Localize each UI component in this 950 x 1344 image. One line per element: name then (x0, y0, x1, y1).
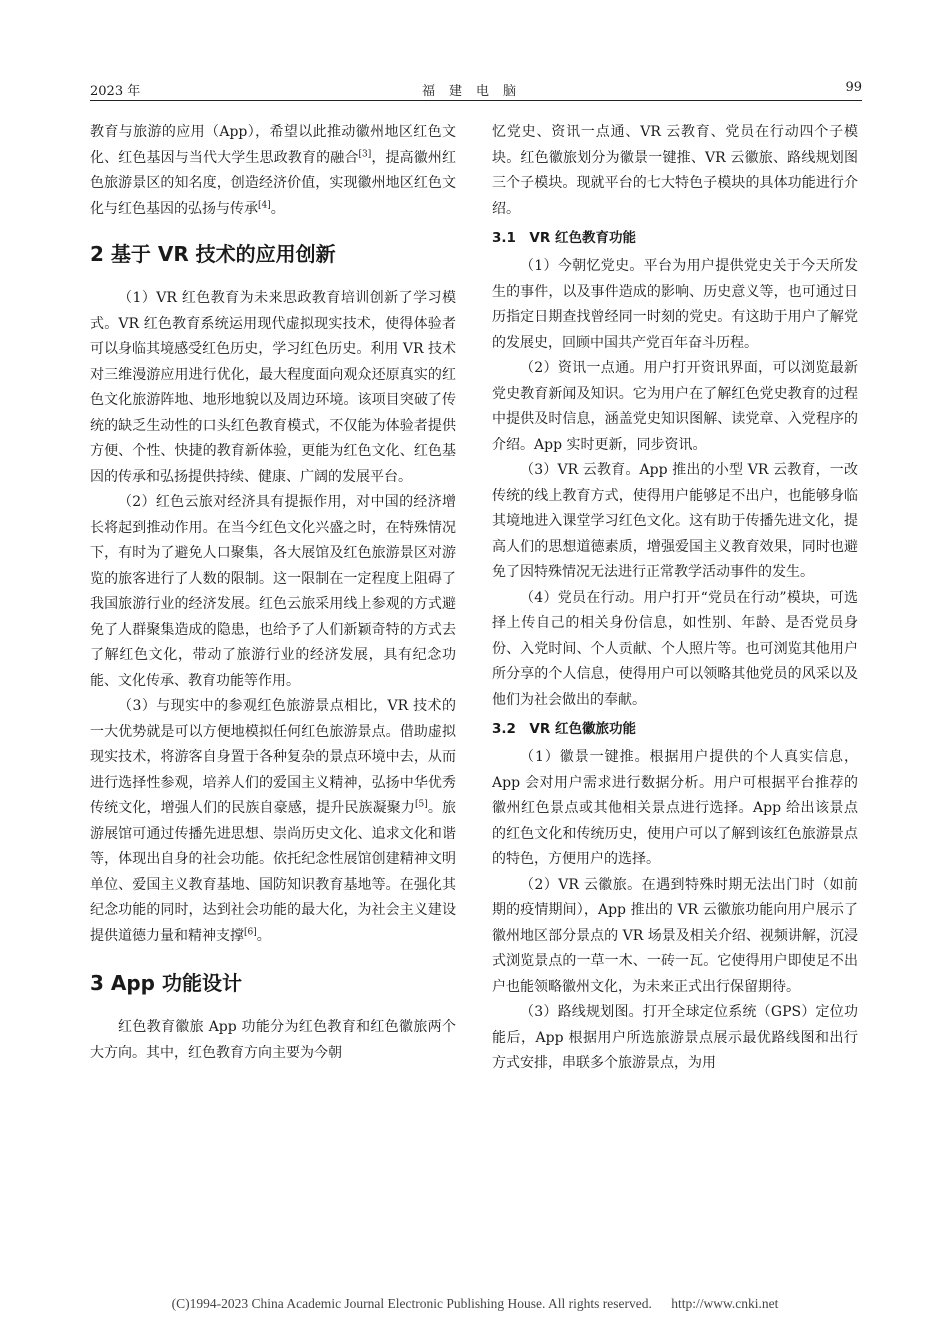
section-2-paragraph-1: （1）VR 红色教育为未来思政教育培训创新了学习模式。VR 红色教育系统运用现代虚拟现实技术，使得体验者可以身临其境感受红色历史，学习红色历史。利用 VR 技术对三维漫游应用进行优化，最大程度面向观众还原真实的红色文化旅游阵地、地形地貌以及周边环境。该项目突破了传统的缺乏生动性的口头红色教育模式，不仅能为体验者提供方便、个性、快捷的教育新体验，更能为红色文化、红色基因的传承和弘扬提供持续、健康、广阔的发展平台。 (90, 290, 456, 485)
citation: [3] (358, 148, 372, 159)
subsection-3-2-paragraph-2: （2）VR 云徽旅。在遇到特殊时期无法出门时（如前期的疫情期间），App 推出的 VR 云徽旅功能向用户展示了徽州地区部分景点的 VR 场景及相关介绍、视频讲解，沉浸式浏览景点的一草一木、一砖一瓦。它使得用户即使足不出户也能领略徽州文化，为未来正式出行保留期待。 (492, 876, 858, 995)
citation: [4] (258, 199, 271, 210)
subsection-3-1-heading: 3.1 VR 红色教育功能 (492, 230, 636, 246)
section-2-paragraph-3: （3）与现实中的参观红色旅游景点相比，VR 技术的一大优势就是可以方便地模拟任何红色旅游景点。借助虚拟现实技术，将游客自身置于各种复杂的景点环境中去，从而进行选择性参观，培养人们的爱国主义精神，弘扬中华优秀传统文化，增强人们的民族自豪感，提升民族凝聚力[5]。旅游展馆可通过传播先进思想、崇尚历史文化、追求文化和谐等，体现出自身的社会功能。依托纪念性展馆创建精神文明单位、爱国主义教育基地、国防知识教育基地等。在强化其纪念功能的同时，达到社会功能的最大化，为社会主义建设提供道德力量和精神支撑[6]。 (90, 698, 457, 944)
section-3-intro-continued: 忆党史、资讯一点通、VR 云教育、党员在行动四个子模块。红色徽旅划分为徽景一键推、VR 云徽旅、路线规划图三个子模块。现就平台的七大特色子模块的具体功能进行介绍。 (492, 124, 858, 217)
header-year: 2023 年 (90, 84, 141, 99)
section-2-heading: 2 基于 VR 技术的应用创新 (90, 242, 336, 266)
subsection-3-2-paragraph-3: （3）路线规划图。打开全球定位系统（GPS）定位功能后，App 根据用户所选旅游景点展示最优路线图和出行方式安排，串联多个旅游景点，为用 (492, 1004, 858, 1071)
header-rule (90, 100, 862, 101)
subsection-3-1-paragraph-2: （2）资讯一点通。用户打开资讯界面，可以浏览最新党史教育新闻及知识。它为用户在了解红色党史教育的过程中提供及时信息，涵盖党史知识图解、读党章、入党程序的介绍。App 实时更新，同步资讯。 (492, 360, 858, 453)
right-column (492, 120, 858, 1077)
citation: [6] (244, 926, 257, 937)
citation: [5] (415, 799, 428, 810)
copyright-notice: (C)1994-2023 China Academic Journal Electronic Publishing House. All rights reserved. (171, 1296, 652, 1311)
section-2-paragraph-2: （2）红色云旅对经济具有提振作用，对中国的经济增长将起到推动作用。在当今红色文化兴盛之时，在特殊情况下，有时为了避免人口聚集，各大展馆及红色旅游景区对游览的旅客进行了人数的限制。这一限制在一定程度上阻碍了我国旅游行业的经济发展。红色云旅采用线上参观的方式避免了人群聚集造成的隐患，也给予了人们新颖奇特的方式去了解红色文化，带动了旅游行业的经济发展，具有纪念功能、文化传承、教育功能等作用。 (90, 494, 456, 689)
subsection-3-1-paragraph-3: （3）VR 云教育。App 推出的小型 VR 云教育，一改传统的线上教育方式，使得用户能够足不出户，也能够身临其境地进入课堂学习红色文化。这有助于传播先进文化，提高人们的思想道德素质，增强爱国主义教育效果，同时也避免了因特殊情况无法进行正常教学活动事件的发生。 (492, 462, 858, 580)
running-header (90, 80, 862, 102)
subsection-3-2-paragraph-1: （1）徽景一键推。根据用户提供的个人真实信息，App 会对用户需求进行数据分析。用户可根据平台推荐的徽州红色景点或其他相关景点进行选择。App 给出该景点的红色文化和传统历史，使用户可以了解到该红色旅游景点的特色，方便用户的选择。 (492, 749, 858, 867)
section-3-heading: 3 App 功能设计 (90, 971, 242, 995)
subsection-3-1-paragraph-4: （4）党员在行动。用户打开“党员在行动”模块，可选择上传自己的相关身份信息，如性别、年龄、是否党员身份、入党时间、个人贡献、个人照片等。也可浏览其他用户所分享的个人信息，使得用户可以领略其他党员的风采以及他们为社会做出的奉献。 (492, 589, 858, 708)
header-journal-title: 福建电脑 (421, 84, 530, 99)
subsection-3-1-paragraph-1: （1）今朝忆党史。平台为用户提供党史关于今天所发生的事件，以及事件造成的影响、历史意义等，也可通过日历指定日期查找曾经同一时刻的党史。有这助于用户了解党的发展史，回顾中国共产党百年奋斗历程。 (492, 258, 858, 351)
intro-paragraph: 教育与旅游的应用（App），希望以此推动徽州地区红色文化、红色基因与当代大学生思政教育的融合[3]，提高徽州红色旅游景区的知名度，创造经济价值，实现徽州地区红色文化与红色基因的弘扬与传承[4]。 (90, 124, 456, 217)
left-column (90, 120, 456, 1066)
header-page-number: 99 (845, 80, 862, 95)
section-3-intro: 红色教育徽旅 App 功能分为红色教育和红色徽旅两个大方向。其中，红色教育方向主要为今朝 (90, 1019, 456, 1061)
subsection-3-2-heading: 3.2 VR 红色徽旅功能 (492, 721, 636, 737)
cnki-link[interactable]: http://www.cnki.net (671, 1296, 779, 1311)
copyright-footer (0, 1296, 950, 1312)
